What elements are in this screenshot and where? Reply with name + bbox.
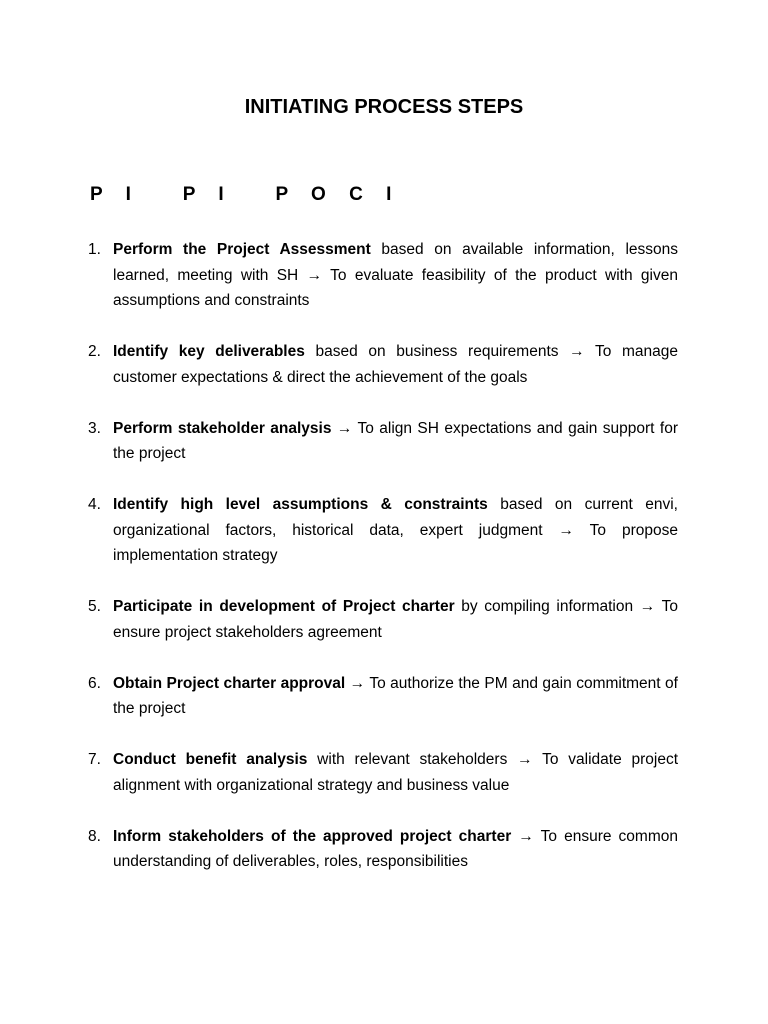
step-number: 1. [88, 241, 101, 258]
step-number: 7. [88, 751, 101, 768]
step-heading: Identify key deliverables [113, 343, 305, 360]
step-item-6 [88, 671, 678, 722]
step-description: with relevant stakeholders → To validate project alignment with organizational strategy and business value [113, 751, 678, 794]
document-title: INITIATING PROCESS STEPS [244, 96, 524, 118]
step-description: by compiling information → To ensure project stakeholders agreement [113, 598, 678, 641]
process-steps-list [88, 237, 678, 900]
step-description: → To ensure common understanding of deliverables, roles, responsibilities [113, 827, 678, 870]
step-item-4 [88, 492, 678, 569]
step-heading: Participate in development of Project charter [113, 598, 455, 615]
step-item-2 [88, 339, 678, 390]
step-heading: Inform stakeholders of the approved project charter [113, 827, 512, 845]
step-heading: Obtain Project charter approval → [113, 674, 366, 692]
step-number: 3. [88, 419, 101, 437]
mnemonic-heading: P I P I P O C I [90, 184, 401, 205]
step-item-7 [88, 747, 678, 798]
step-heading: Identify high level assumptions & constraints [113, 496, 488, 513]
step-number: 4. [88, 496, 101, 513]
step-item-5 [88, 594, 678, 645]
step-item-1 [88, 237, 678, 314]
step-number: 8. [88, 827, 101, 845]
step-description: based on business requirements → To manage customer expectations & direct the achievement of the goals [113, 343, 678, 386]
step-item-3 [88, 416, 678, 467]
step-description: based on available information, lessons learned, meeting with SH → To evaluate feasibility of the product with given assumptions and constraints [113, 241, 678, 309]
step-heading: Conduct benefit analysis [113, 751, 308, 768]
step-number: 5. [88, 598, 101, 615]
step-number: 6. [88, 674, 101, 692]
step-heading: Perform the Project Assessment [113, 241, 371, 258]
step-description: To authorize the PM and gain commitment of the project [113, 674, 678, 717]
step-description: based on current envi, organizational factors, historical data, expert judgment → To propose implementation strategy [113, 496, 678, 564]
step-description: → To align SH expectations and gain support for the project [113, 419, 678, 462]
step-number: 2. [88, 343, 101, 360]
step-item-8 [88, 824, 678, 875]
step-heading: Perform stakeholder analysis [113, 419, 332, 437]
